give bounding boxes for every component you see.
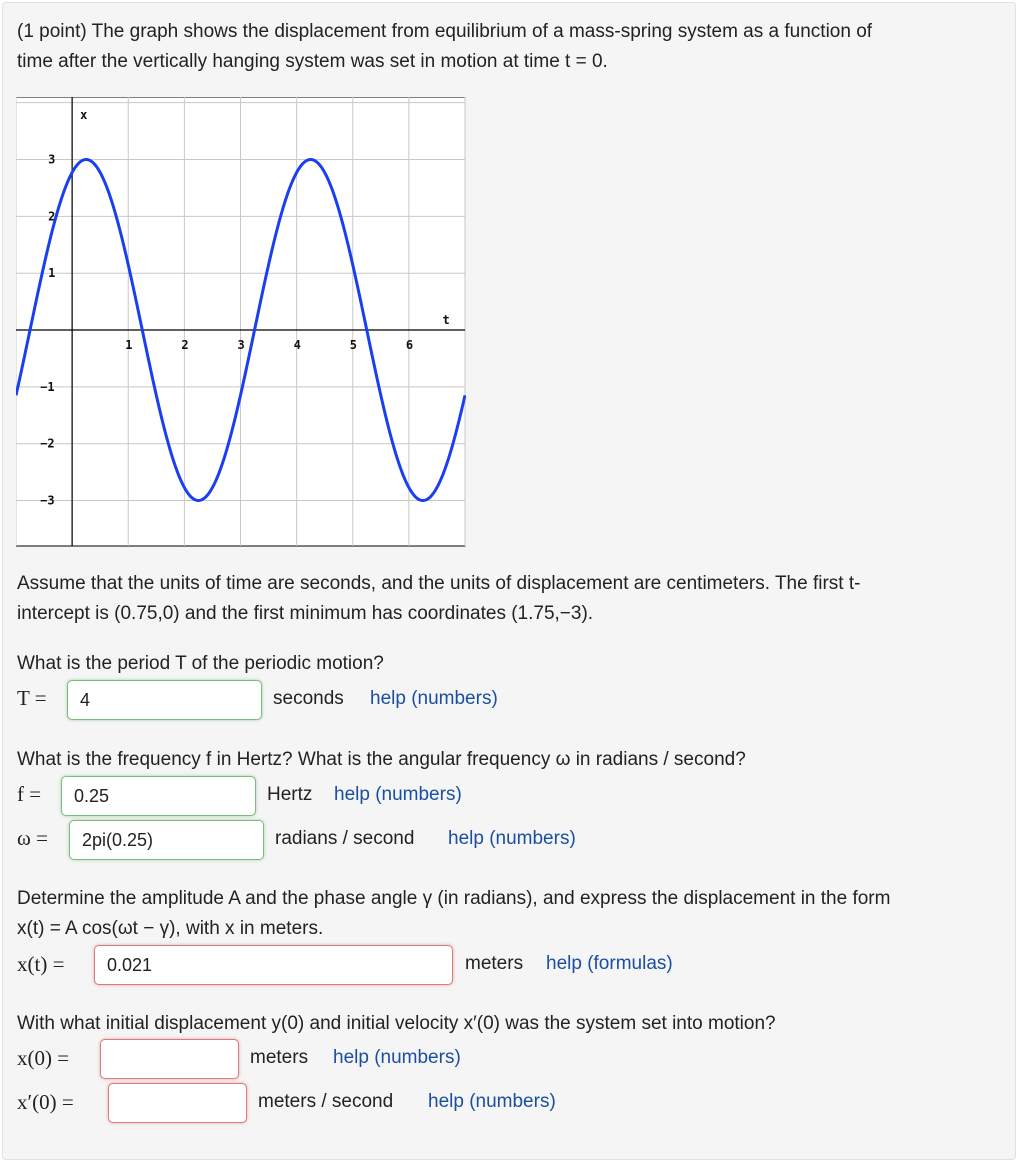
initial-displacement-input[interactable] (100, 1039, 239, 1079)
x-tick-label: 1 (48, 266, 56, 281)
assumption-line-2: intercept is (0.75,0) and the first minimum has coordinates (1.75,−3). (17, 603, 594, 624)
t-tick-label: 5 (349, 338, 357, 353)
frequency-label: f = (17, 782, 42, 806)
angular-frequency-label: ω = (17, 826, 48, 850)
t-tick-label: 3 (237, 338, 245, 353)
intro-line-2: time after the vertically hanging system was set in motion at time t = 0. (17, 51, 608, 72)
initial-velocity-unit: meters / second (258, 1091, 394, 1112)
period-input[interactable]: 4 (67, 680, 262, 720)
amplitude-question-1: Determine the amplitude A and the phase angle γ (in radians), and express the displacement in the form (17, 888, 891, 909)
t-tick-label: 1 (125, 338, 133, 353)
angular-frequency-help-link[interactable]: help (numbers) (448, 828, 576, 849)
angular-frequency-input[interactable]: 2pi(0.25) (69, 820, 264, 860)
intro-line-1: (1 point) The graph shows the displacement from equilibrium of a mass-spring system as a function of (17, 21, 873, 42)
initial-displacement-help-link[interactable]: help (numbers) (333, 1047, 461, 1068)
period-unit: seconds (273, 688, 344, 709)
angular-frequency-unit: radians / second (275, 828, 415, 849)
x-tick-label: −2 (40, 436, 55, 451)
period-help-link[interactable]: help (numbers) (370, 688, 498, 709)
x-tick-label: 2 (48, 209, 56, 224)
frequency-input[interactable]: 0.25 (61, 776, 256, 816)
displacement-formula-help-link[interactable]: help (formulas) (546, 953, 673, 974)
initial-displacement-label: x(0) = (17, 1046, 70, 1070)
displacement-formula-unit: meters (465, 953, 524, 974)
x-tick-label: 3 (48, 152, 56, 167)
assumption-line-1: Assume that the units of time are seconds, and the units of displacement are centimeters. The first t- (17, 573, 861, 594)
t-tick-label: 2 (181, 338, 189, 353)
displacement-formula-label: x(t) = (17, 952, 65, 976)
t-tick-label: 4 (293, 338, 301, 353)
initial-velocity-label: x′(0) = (17, 1090, 74, 1114)
amplitude-question-2: x(t) = A cos(ωt − γ), with x in meters. (17, 918, 324, 939)
frequency-question: What is the frequency f in Hertz? What is the angular frequency ω in radians / second? (17, 749, 746, 770)
initial-velocity-input[interactable] (108, 1083, 247, 1123)
displacement-formula-input[interactable]: 0.021 (94, 945, 453, 985)
initial-velocity-help-link[interactable]: help (numbers) (428, 1091, 556, 1112)
frequency-help-link[interactable]: help (numbers) (334, 784, 462, 805)
displacement-graph (16, 97, 466, 547)
initial-conditions-question: With what initial displacement y(0) and initial velocity x′(0) was the system set into motion? (17, 1013, 776, 1034)
t-axis-label: t (442, 313, 450, 328)
initial-displacement-unit: meters (250, 1047, 309, 1068)
frequency-unit: Hertz (267, 784, 313, 805)
period-question: What is the period T of the periodic motion? (17, 653, 384, 674)
x-tick-label: −1 (40, 379, 55, 394)
t-tick-label: 6 (405, 338, 414, 353)
x-axis-label: x (80, 108, 88, 122)
x-tick-label: −3 (40, 493, 55, 508)
period-label: T = (17, 686, 47, 710)
